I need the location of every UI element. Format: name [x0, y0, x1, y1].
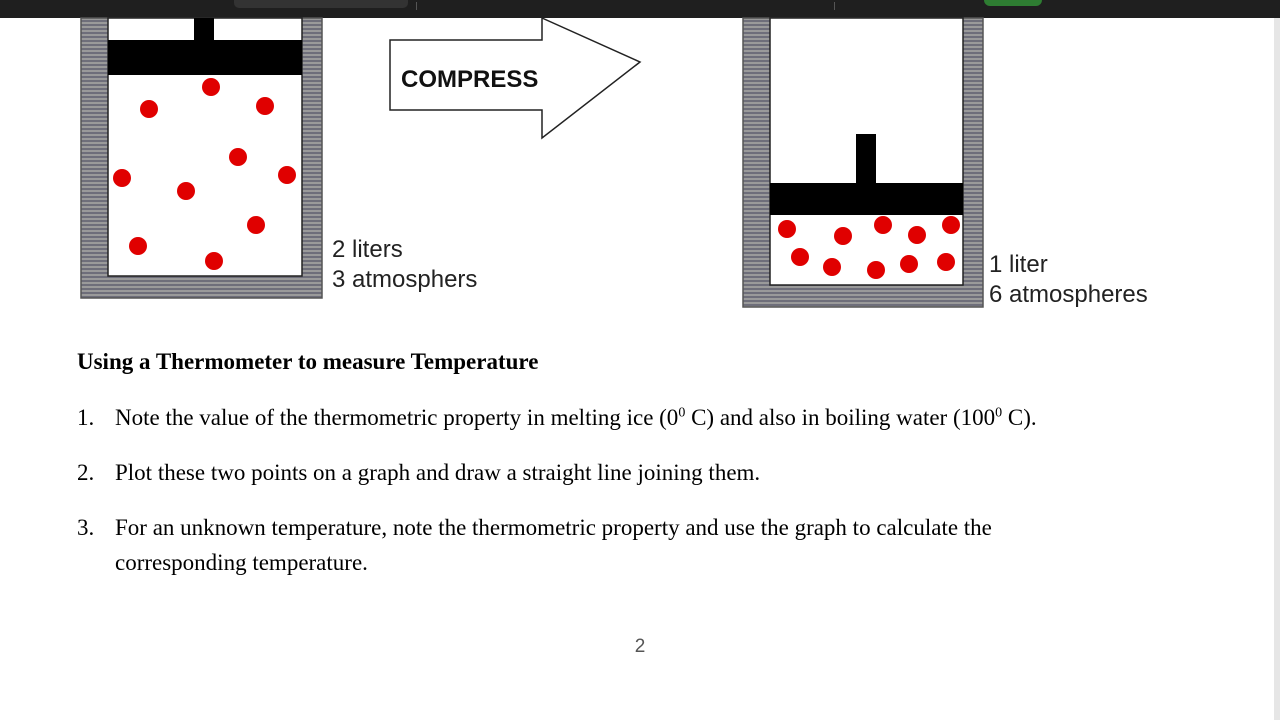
- step-text-part: C) and also in boiling water (100: [685, 405, 996, 430]
- step-text: [115, 515, 992, 575]
- gas-particle: [205, 252, 223, 270]
- gas-particle: [140, 100, 158, 118]
- step-text-line: For an unknown temperature, note the thermometric property and use the graph to calculate the: [115, 515, 992, 540]
- compress-label: COMPRESS: [401, 66, 539, 93]
- step-text-line: corresponding temperature.: [115, 550, 368, 575]
- gas-particle: [867, 261, 885, 279]
- step-number: 1.: [77, 405, 95, 430]
- step-text-part: C).: [1002, 405, 1037, 430]
- gas-particle: [229, 148, 247, 166]
- step-text: Plot these two points on a graph and draw a straight line joining them.: [115, 460, 761, 485]
- gas-particle: [256, 97, 274, 115]
- step-text-part: Note the value of the thermometric property in melting ice (0: [115, 405, 679, 430]
- right-piston: [770, 183, 963, 215]
- left-piston: [108, 40, 302, 75]
- degree-superscript: 0: [995, 405, 1003, 421]
- list-item: [77, 510, 1217, 580]
- left-pressure-label: 3 atmosphers: [332, 266, 478, 293]
- gas-particle: [202, 78, 220, 96]
- gas-particle: [113, 169, 131, 187]
- gas-particle: [823, 258, 841, 276]
- right-pressure-label: 6 atmospheres: [989, 281, 1148, 308]
- gas-particle: [791, 248, 809, 266]
- page-number: 2: [634, 636, 646, 657]
- right-volume-label: 1 liter: [989, 251, 1048, 278]
- gas-particle: [942, 216, 960, 234]
- steps-list: [77, 400, 1217, 600]
- degree-superscript: 0: [678, 405, 686, 421]
- list-item: [77, 455, 1217, 490]
- list-item: [77, 400, 1217, 435]
- gas-particle: [247, 216, 265, 234]
- right-piston-rod: [856, 134, 876, 185]
- gas-particle: [874, 216, 892, 234]
- gas-particle: [900, 255, 918, 273]
- left-cylinder: [81, 18, 322, 298]
- gas-particle: [908, 226, 926, 244]
- step-number: 3.: [77, 515, 95, 540]
- gas-particle: [778, 220, 796, 238]
- gas-particle: [278, 166, 296, 184]
- gas-particle: [937, 253, 955, 271]
- step-number: 2.: [77, 460, 95, 485]
- left-volume-label: 2 liters: [332, 236, 403, 263]
- gas-particle: [834, 227, 852, 245]
- compress-arrow: [390, 18, 640, 138]
- gas-compression-diagram: [0, 0, 1280, 330]
- step-text: [115, 405, 1037, 430]
- gas-particle: [177, 182, 195, 200]
- gas-particle: [129, 237, 147, 255]
- left-piston-rod: [194, 18, 214, 42]
- section-heading: Using a Thermometer to measure Temperature: [77, 349, 539, 374]
